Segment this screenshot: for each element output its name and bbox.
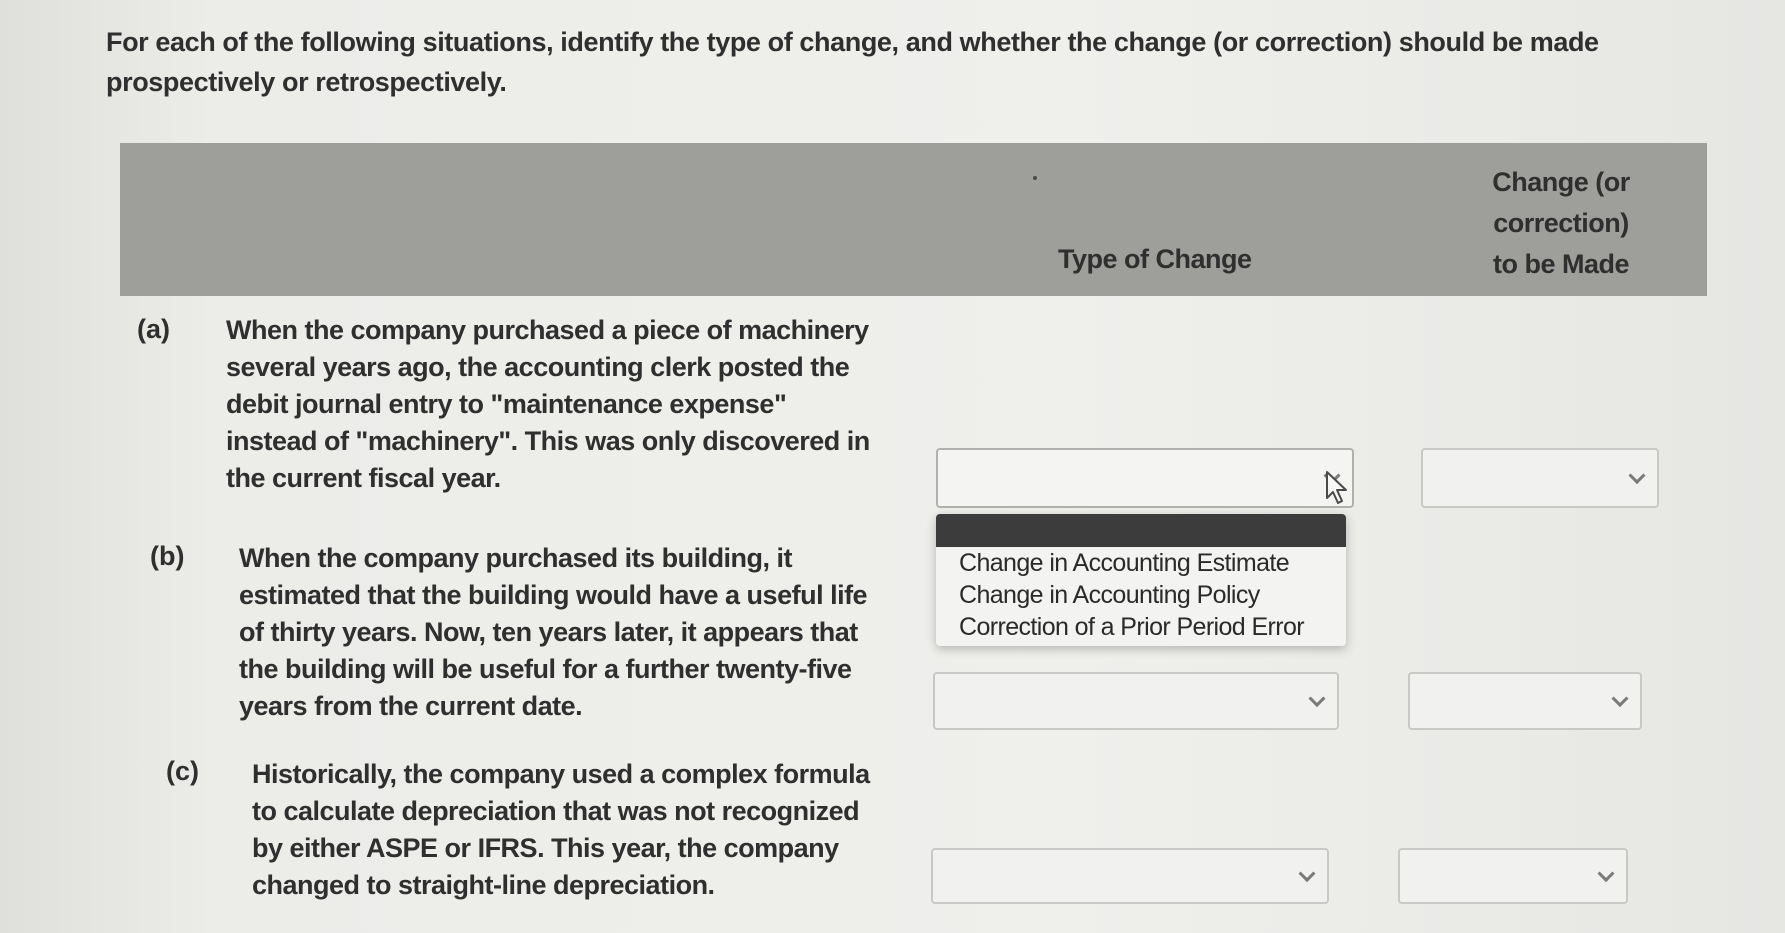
header-dot [1033, 176, 1037, 180]
dropdown-option-policy[interactable]: Change in Accounting Policy [959, 581, 1260, 609]
chevron-down-icon [1299, 865, 1316, 882]
header-change-line: Change (or [1492, 167, 1630, 197]
type-of-change-select-c[interactable] [931, 848, 1329, 904]
question-text-c: Historically, the company used a complex formula to calculate depreciation that was not recognized by either ASPE or IFRS. This year, the company changed to straight-line depreciation. [252, 759, 870, 900]
dropdown-option-estimate[interactable]: Change in Accounting Estimate [959, 549, 1290, 577]
chevron-down-icon [1598, 865, 1615, 882]
dropdown-option-blank[interactable] [936, 514, 1346, 547]
question-letter-b: (b) [150, 541, 185, 571]
instructions-text: For each of the following situations, identify the type of change, and whether the change (or correction) should be made prospectively or retrospectively. [106, 27, 1599, 97]
type-of-change-select-b[interactable] [933, 672, 1339, 730]
header-change-to-be-made [1466, 162, 1656, 285]
question-letter-a: (a) [137, 314, 170, 344]
dropdown-option-error[interactable]: Correction of a Prior Period Error [959, 613, 1305, 641]
change-to-be-made-select-a[interactable] [1421, 448, 1659, 508]
chevron-down-icon [1612, 690, 1629, 707]
header-change-line: correction) [1493, 208, 1629, 238]
question-text-a: When the company purchased a piece of machinery several years ago, the accounting clerk posted the debit journal entry to "maintenance expense" instead of "machinery". This was only discovered in the current fiscal year. [226, 315, 870, 493]
header-type-of-change: Type of Change [1058, 244, 1252, 274]
chevron-down-icon [1629, 467, 1646, 484]
question-text-b: When the company purchased its building, it estimated that the building would have a useful life of thirty years. Now, ten years later, it appears that the building will be useful for a further twenty-five years from the current date. [239, 543, 868, 721]
change-to-be-made-select-b[interactable] [1408, 672, 1642, 730]
change-to-be-made-select-c[interactable] [1398, 848, 1628, 904]
type-of-change-select-a[interactable] [936, 448, 1354, 508]
mouse-pointer-icon [1325, 470, 1351, 506]
header-change-line: to be Made [1492, 249, 1629, 279]
chevron-down-icon [1309, 690, 1326, 707]
type-of-change-dropdown-menu [936, 514, 1346, 646]
question-letter-c: (c) [166, 756, 199, 786]
